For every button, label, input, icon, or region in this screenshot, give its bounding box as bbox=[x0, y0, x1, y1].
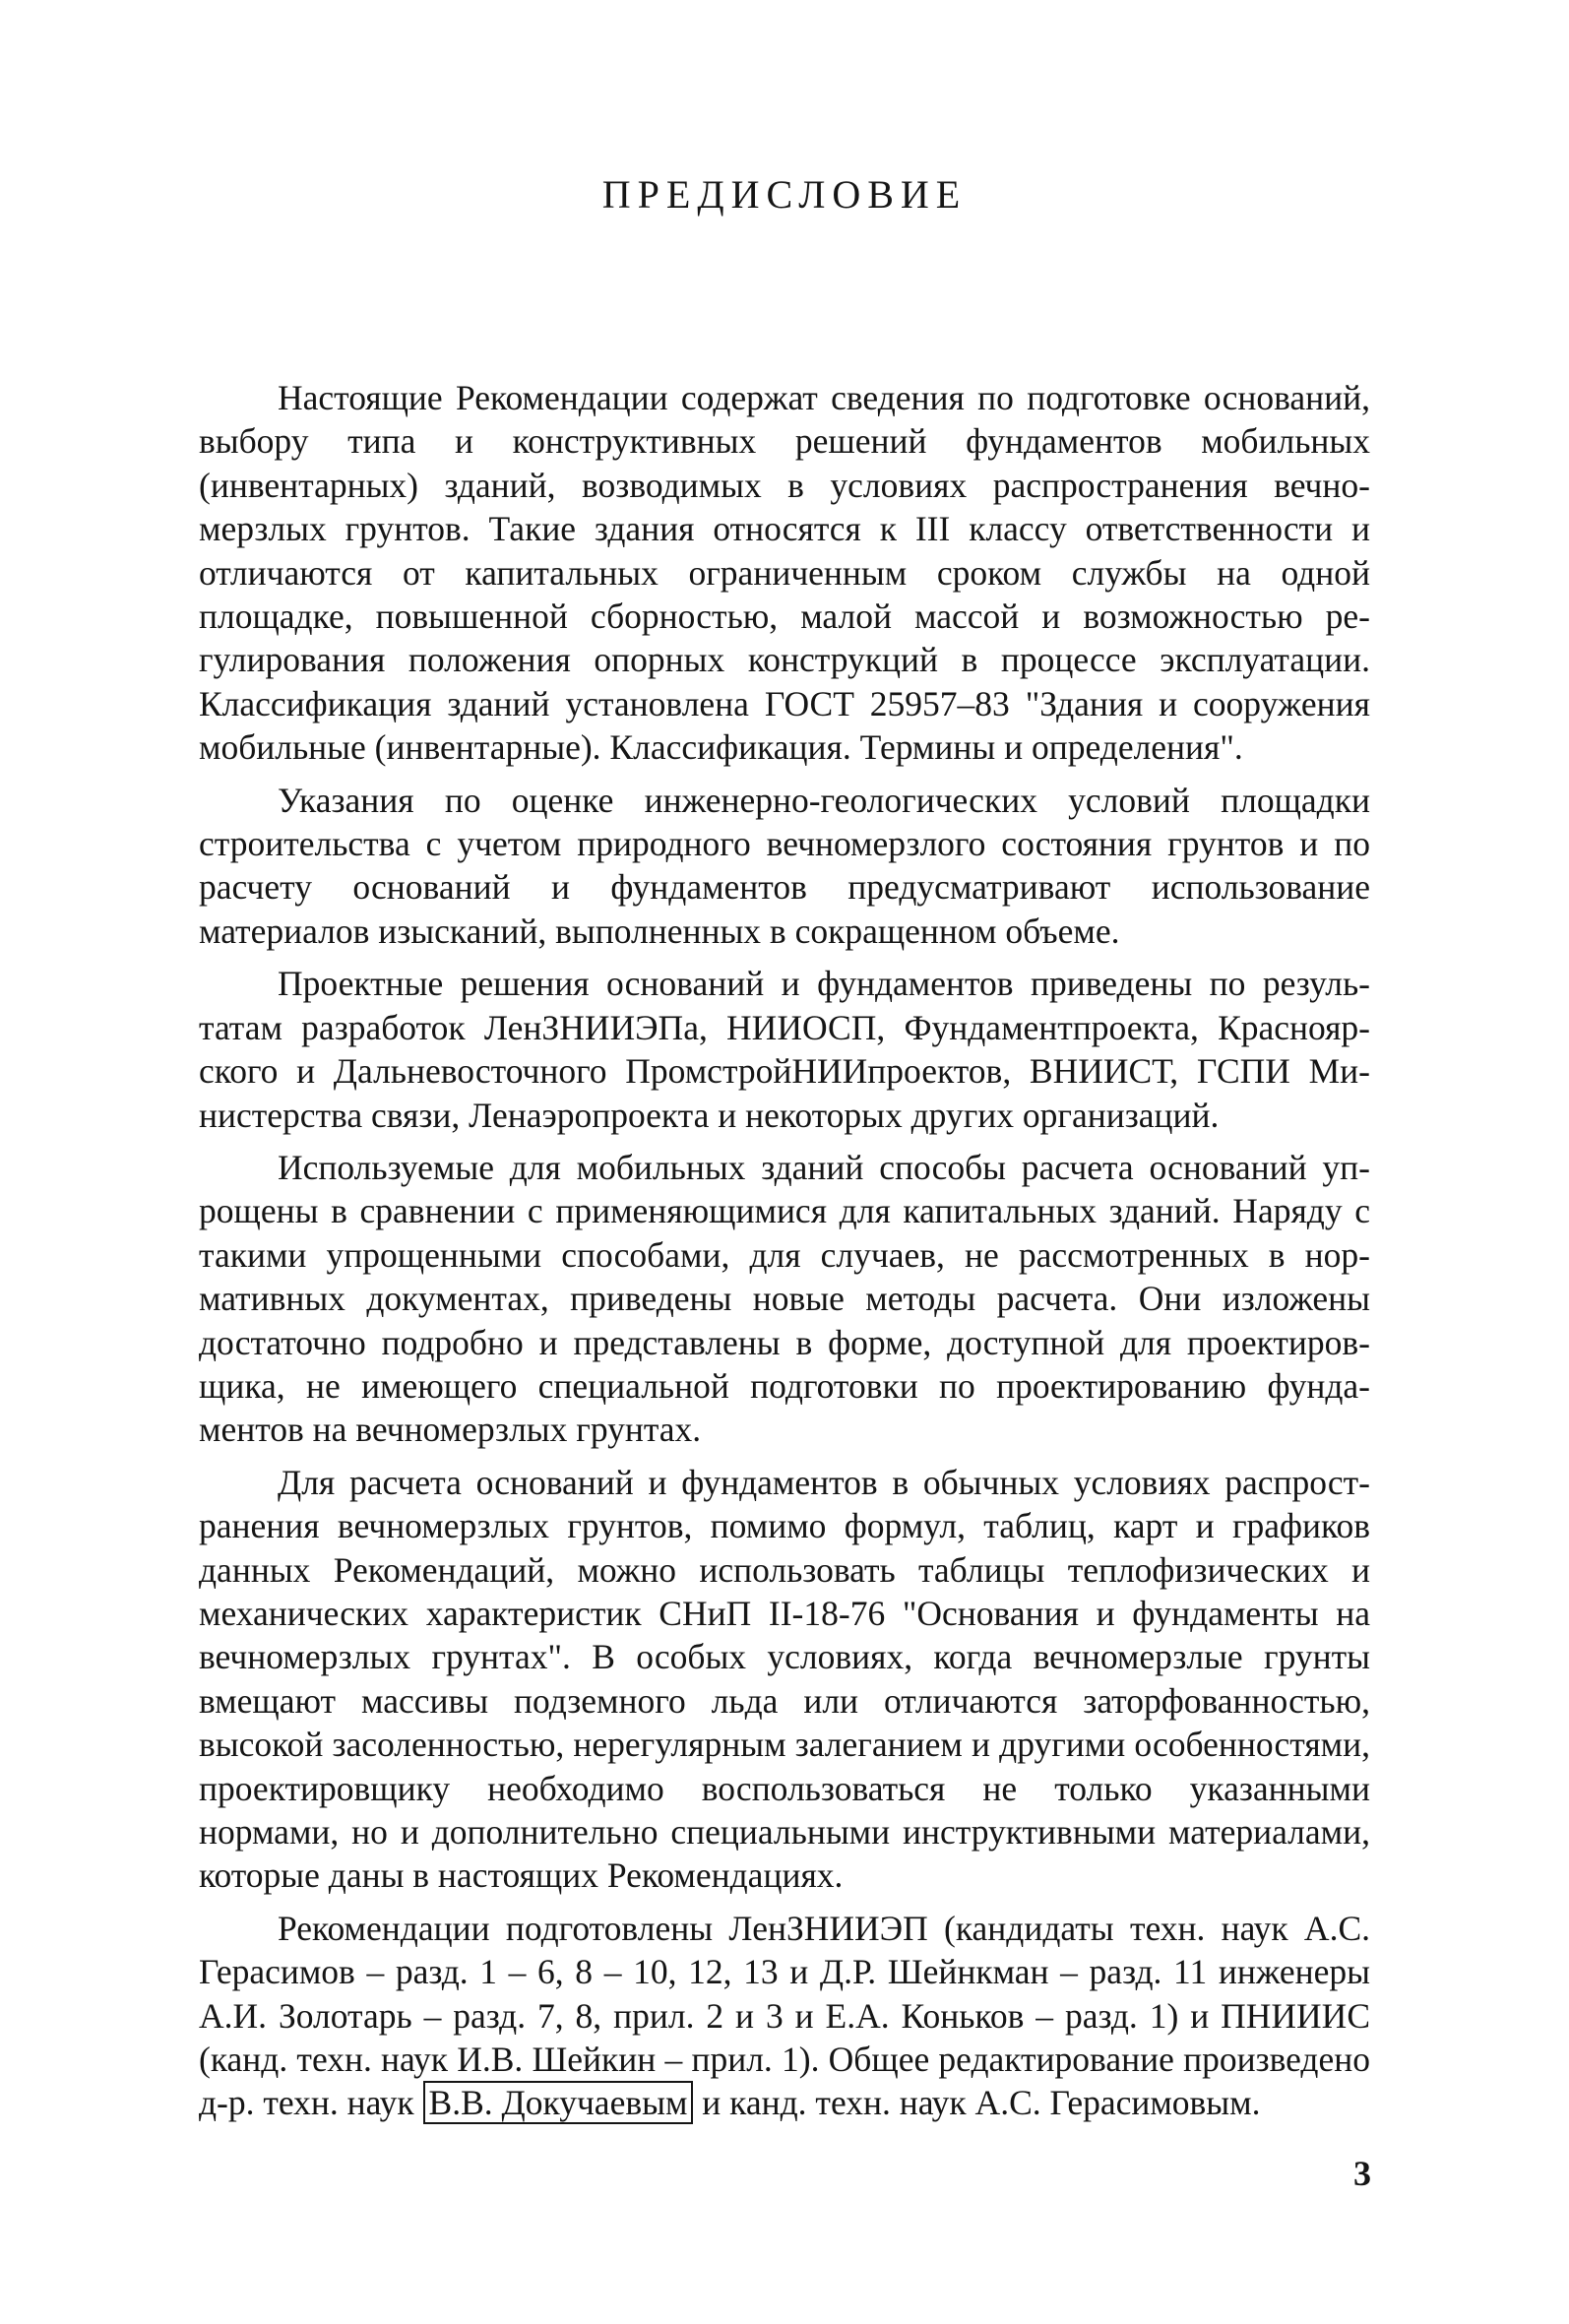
page-number: 3 bbox=[1353, 2154, 1371, 2193]
paragraph-2: Указания по оценке инженерно-геологических условий площадки строительства с учетом природного вечномерзлого состояния грунтов и по расчету оснований и фундаментов предусматривают использование материалов изысканий, выполненных в сокращенном объеме. bbox=[199, 780, 1370, 951]
paragraph-6 bbox=[199, 1907, 1370, 2125]
paragraph-1: Настоящие Рекомендации содержат сведения по подготовке оснований, выбору типа и конструктивных решений фундаментов мобильных (инвентарных) зданий, возводимых в условиях распространения вечномерзлых грунтов. Такие здания относятся к III классу ответственности и отличаются от капитальных ограниченным сроком службы на одной площадке, повышенной сборностью, малой массой и возможностью регулирования положения опорных конструкций в процессе эксплуатации. Классификация зданий установлена ГОСТ 25957–83 "Здания и сооружения мобильные (инвентарные). Классификация. Термины и определения". bbox=[199, 378, 1370, 768]
paragraph-6-text-after: и канд. техн. наук А.С. Герасимовым. bbox=[693, 2083, 1261, 2123]
paragraph-3: Проектные решения оснований и фундаментов приведены по результатам разработок ЛенЗНИИЭПа, НИИОСП, Фундаментпроекта, Красноярского и Дальневосточного ПромстройНИИпроектов, ВНИИСТ, ГСПИ Министерства связи, Ленаэропроекта и некоторых других организаций. bbox=[199, 964, 1370, 1135]
paragraph-6-text-before: Рекомендации подготовлены ЛенЗНИИЭП (кандидаты техн. наук А.С. Герасимов – разд. 1 – 6, 8 – 10, 12, 13 и Д.Р. Шейнкман – разд. 11 инженеры А.И. Золотарь – разд. 7, 8, прил. 2 и 3 и Е.А. Коньков – разд. 1) и ПНИИИС (канд. техн. наук И.В. Шейкин – прил. 1). Общее редактирование произведено д-р. техн. наук bbox=[199, 1908, 1370, 2123]
page-title: ПРЕДИСЛОВИЕ bbox=[601, 172, 968, 217]
paragraph-5: Для расчета оснований и фундаментов в обычных условиях распространения вечномерзлых грунтов, помимо формул, таблиц, карт и графиков данных Рекомендаций, можно использовать таблицы теплофизических и механических характеристик СНиП II-18-76 "Основания и фундаменты на вечномерзлых грунтах". В особых условиях, когда вечномерзлые грунты вмещают массивы подземного льда или отличаются заторфованностью, высокой засоленностью, нерегулярным залеганием и другими особенностями, проектировщику необходимо воспользоваться не только указанными нормами, но и дополнительно специальными инструктивными материалами, которые даны в настоящих Рекомендациях. bbox=[199, 1462, 1370, 1896]
boxed-author-name: В.В. Докучаевым bbox=[423, 2081, 694, 2124]
preface-body bbox=[199, 376, 1370, 2134]
paragraph-4: Используемые для мобильных зданий способы расчета оснований упрощены в сравнении с применяющимися для капитальных зданий. Наряду с такими упрощенными способами, для случаев, не рассмотренных в нормативных документах, приведены новые методы расчета. Они изложены достаточно подробно и представлены в форме, доступной для проектировщика, не имеющего специальной подготовки по проектированию фундаментов на вечномерзлых грунтах. bbox=[199, 1147, 1370, 1450]
